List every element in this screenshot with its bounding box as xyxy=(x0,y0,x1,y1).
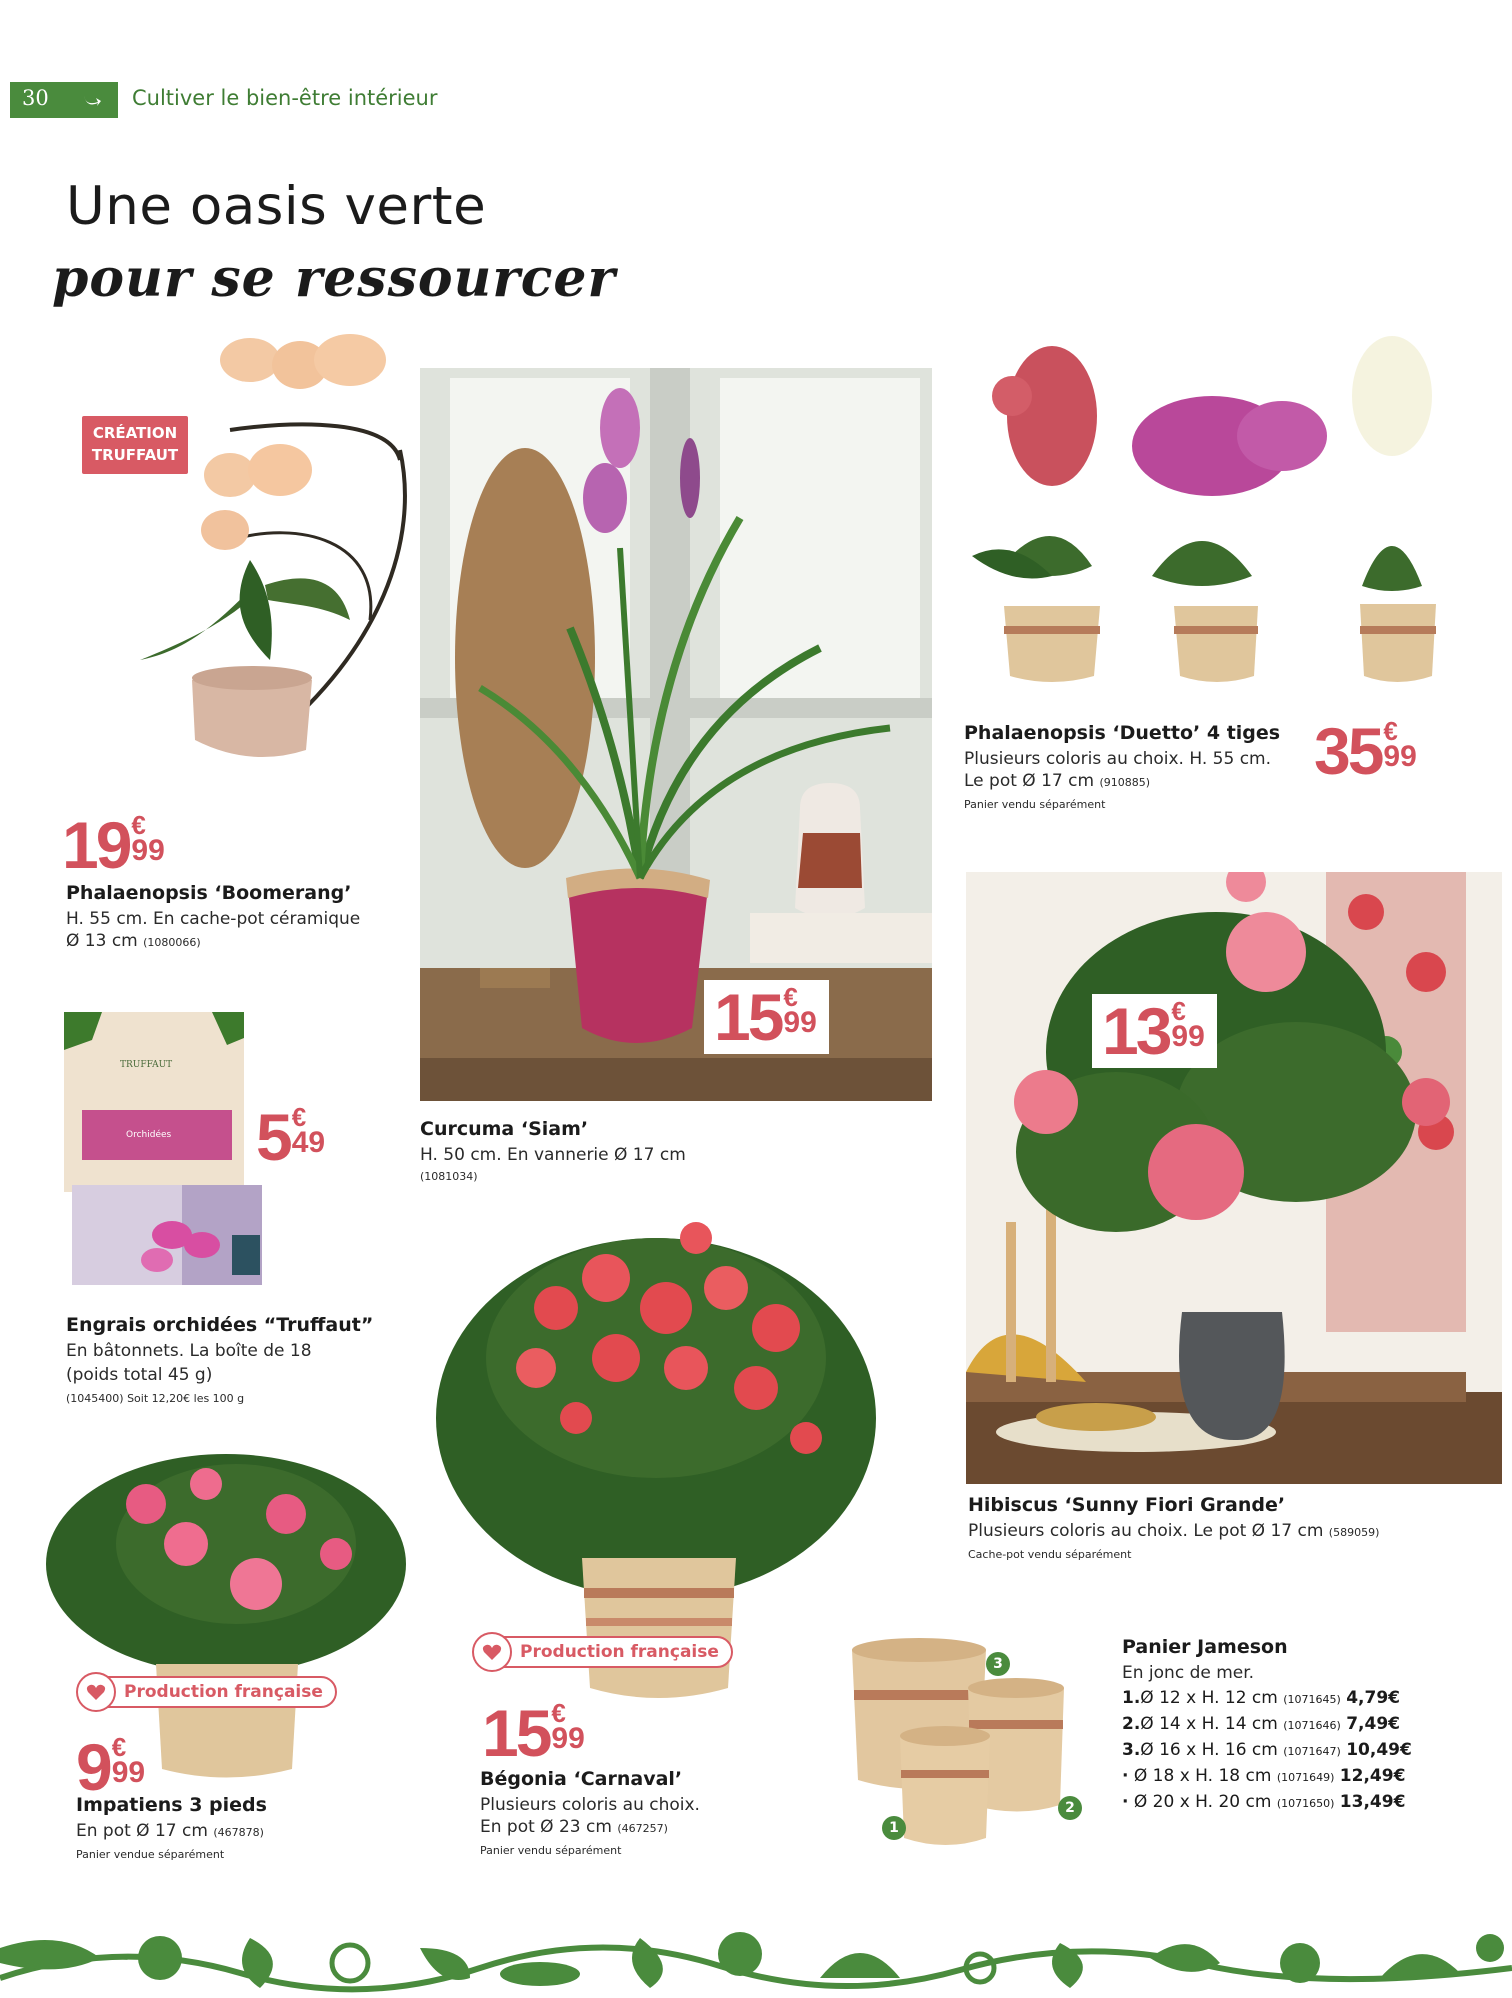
hibiscus-price-euros: 13 xyxy=(1102,994,1170,1068)
curcuma-price-euros: 15 xyxy=(714,980,782,1054)
size-price: 13,49€ xyxy=(1339,1792,1406,1812)
creation-truffaut-badge xyxy=(82,416,188,474)
impatiens-desc-1-text: En pot Ø 17 cm xyxy=(76,1821,208,1841)
basket-number-1: 1 xyxy=(882,1816,906,1840)
duetto-desc-2-text: Le pot Ø 17 cm xyxy=(964,771,1095,791)
size-dimensions: Ø 20 x H. 20 cm xyxy=(1133,1792,1272,1812)
engrais-desc-2: (poids total 45 g) xyxy=(66,1365,213,1385)
size-ref: (1071650) xyxy=(1276,1797,1335,1810)
creation-badge-line-1: CRÉATION xyxy=(92,424,178,442)
headline-line-2: pour se ressourcer xyxy=(52,248,616,309)
hibiscus-desc-1 xyxy=(968,1520,1379,1544)
engrais-box-image xyxy=(62,1010,262,1285)
size-dimensions: Ø 16 x H. 16 cm xyxy=(1140,1740,1278,1760)
size-price: 4,79€ xyxy=(1346,1688,1400,1708)
impatiens-price-currency: € xyxy=(111,1732,127,1762)
basket-number-2: 2 xyxy=(1058,1796,1082,1820)
boomerang-price-currency: € xyxy=(131,810,146,840)
boomerang-desc-2 xyxy=(66,930,201,954)
jameson-name: Panier Jameson xyxy=(1122,1636,1288,1658)
jameson-size-row xyxy=(1122,1738,1412,1764)
size-price: 7,49€ xyxy=(1346,1714,1400,1734)
impatiens-name: Impatiens 3 pieds xyxy=(76,1794,267,1816)
begonia-desc-2-text: En pot Ø 23 cm xyxy=(480,1817,612,1837)
begonia-price xyxy=(482,1696,585,1770)
duetto-name: Phalaenopsis ‘Duetto’ 4 tiges xyxy=(964,722,1281,744)
size-dimensions: Ø 12 x H. 12 cm xyxy=(1140,1688,1278,1708)
impatiens-heart-circle xyxy=(76,1672,116,1712)
size-dimensions: Ø 14 x H. 14 cm xyxy=(1140,1714,1278,1734)
boomerang-price-cents: 99 xyxy=(131,834,165,867)
page-number: 30 xyxy=(22,86,49,110)
size-price: 10,49€ xyxy=(1346,1740,1412,1760)
curcuma-name: Curcuma ‘Siam’ xyxy=(420,1118,589,1140)
jameson-size-row xyxy=(1122,1790,1412,1816)
curcuma-ref: (1081034) xyxy=(420,1170,478,1183)
size-index: · xyxy=(1122,1766,1129,1786)
boomerang-desc-2-text: Ø 13 cm xyxy=(66,931,138,951)
duetto-desc-1: Plusieurs coloris au choix. H. 55 cm. xyxy=(964,749,1272,769)
heart-icon xyxy=(482,1643,502,1661)
curved-arrow-icon xyxy=(82,92,102,108)
duetto-price-cents: 99 xyxy=(1383,740,1417,773)
duetto-price-currency: € xyxy=(1383,716,1398,746)
size-price: 12,49€ xyxy=(1339,1766,1406,1786)
size-ref: (1071647) xyxy=(1283,1745,1341,1758)
impatiens-note: Panier vendue séparément xyxy=(76,1848,225,1861)
engrais-price xyxy=(256,1100,326,1174)
jameson-size-list xyxy=(1122,1686,1412,1816)
engrais-price-euros: 5 xyxy=(256,1100,290,1174)
impatiens-production-label: Production française xyxy=(124,1682,323,1702)
impatiens-production-francaise-badge xyxy=(78,1676,337,1708)
size-index: 2. xyxy=(1122,1714,1141,1734)
impatiens-price-euros: 9 xyxy=(76,1730,110,1804)
begonia-production-label: Production française xyxy=(520,1642,719,1662)
jameson-desc-1: En jonc de mer. xyxy=(1122,1663,1255,1683)
duetto-orchids-image xyxy=(952,336,1472,686)
creation-badge-line-2: TRUFFAUT xyxy=(91,446,179,464)
jameson-baskets-image xyxy=(848,1630,1098,1850)
jameson-size-row xyxy=(1122,1686,1412,1712)
engrais-ref: (1045400) Soit 12,20€ les 100 g xyxy=(66,1392,245,1405)
begonia-heart-circle xyxy=(472,1632,512,1672)
impatiens-desc-1 xyxy=(76,1820,264,1844)
begonia-price-euros: 15 xyxy=(482,1696,550,1770)
hibiscus-desc-1-text: Plusieurs coloris au choix. Le pot Ø 17 cm xyxy=(968,1521,1324,1541)
size-dimensions: Ø 18 x H. 18 cm xyxy=(1133,1766,1272,1786)
boomerang-price xyxy=(62,808,165,882)
boomerang-orchid-image xyxy=(100,320,420,760)
curcuma-price xyxy=(704,980,829,1054)
section-title: Cultiver le bien-être intérieur xyxy=(132,86,438,110)
engrais-desc-1: En bâtonnets. La boîte de 18 xyxy=(66,1341,312,1361)
boomerang-ref: (1080066) xyxy=(143,936,201,949)
hibiscus-name: Hibiscus ‘Sunny Fiori Grande’ xyxy=(968,1494,1286,1516)
size-ref: (1071649) xyxy=(1276,1771,1335,1784)
duetto-desc-2 xyxy=(964,770,1150,794)
begonia-price-cents: 99 xyxy=(551,1722,585,1755)
engrais-price-currency: € xyxy=(291,1102,307,1132)
curcuma-desc-1: H. 50 cm. En vannerie Ø 17 cm xyxy=(420,1145,686,1165)
hibiscus-price-cents: 99 xyxy=(1171,1020,1205,1053)
begonia-desc-2 xyxy=(480,1816,668,1840)
basket-number-3: 3 xyxy=(986,1652,1010,1676)
curcuma-price-cents: 99 xyxy=(783,1006,817,1039)
hibiscus-ref: (589059) xyxy=(1328,1526,1380,1539)
curcuma-photo xyxy=(420,368,932,1101)
begonia-image xyxy=(426,1218,886,1702)
begonia-note: Panier vendu séparément xyxy=(480,1844,622,1857)
headline-line-1: Une oasis verte xyxy=(66,176,487,237)
boomerang-name: Phalaenopsis ‘Boomerang’ xyxy=(66,882,352,904)
hibiscus-note: Cache-pot vendu séparément xyxy=(968,1548,1132,1561)
engrais-box-label: Orchidées xyxy=(126,1130,172,1140)
impatiens-price-cents: 99 xyxy=(111,1756,146,1789)
boomerang-desc-1: H. 55 cm. En cache-pot céramique xyxy=(66,909,361,929)
engrais-name: Engrais orchidées “Truffaut” xyxy=(66,1314,374,1336)
begonia-desc-1: Plusieurs coloris au choix. xyxy=(480,1795,700,1815)
duetto-note: Panier vendu séparément xyxy=(964,798,1106,811)
size-index: · xyxy=(1122,1792,1129,1812)
engrais-box-brand: TRUFFAUT xyxy=(120,1060,173,1070)
begonia-price-currency: € xyxy=(551,1698,566,1728)
engrais-price-cents: 49 xyxy=(291,1126,326,1159)
size-ref: (1071645) xyxy=(1283,1693,1341,1706)
size-ref: (1071646) xyxy=(1283,1719,1341,1732)
jameson-size-row xyxy=(1122,1764,1412,1790)
duetto-price-euros: 35 xyxy=(1314,714,1382,788)
size-index: 3. xyxy=(1122,1740,1141,1760)
begonia-production-francaise-badge xyxy=(474,1636,733,1668)
curcuma-price-currency: € xyxy=(783,982,798,1012)
duetto-ref: (910885) xyxy=(1099,776,1151,789)
size-index: 1. xyxy=(1122,1688,1141,1708)
boomerang-price-euros: 19 xyxy=(62,808,130,882)
hibiscus-price xyxy=(1092,994,1217,1068)
hibiscus-photo xyxy=(966,872,1502,1484)
decorative-foliage-border xyxy=(0,1918,1512,1998)
jameson-size-row xyxy=(1122,1712,1412,1738)
begonia-name: Bégonia ‘Carnaval’ xyxy=(480,1768,683,1790)
heart-icon xyxy=(86,1683,106,1701)
begonia-ref: (467257) xyxy=(617,1822,668,1835)
duetto-price xyxy=(1314,714,1417,788)
impatiens-ref: (467878) xyxy=(213,1826,264,1839)
hibiscus-price-currency: € xyxy=(1171,996,1186,1026)
impatiens-price xyxy=(76,1730,146,1804)
